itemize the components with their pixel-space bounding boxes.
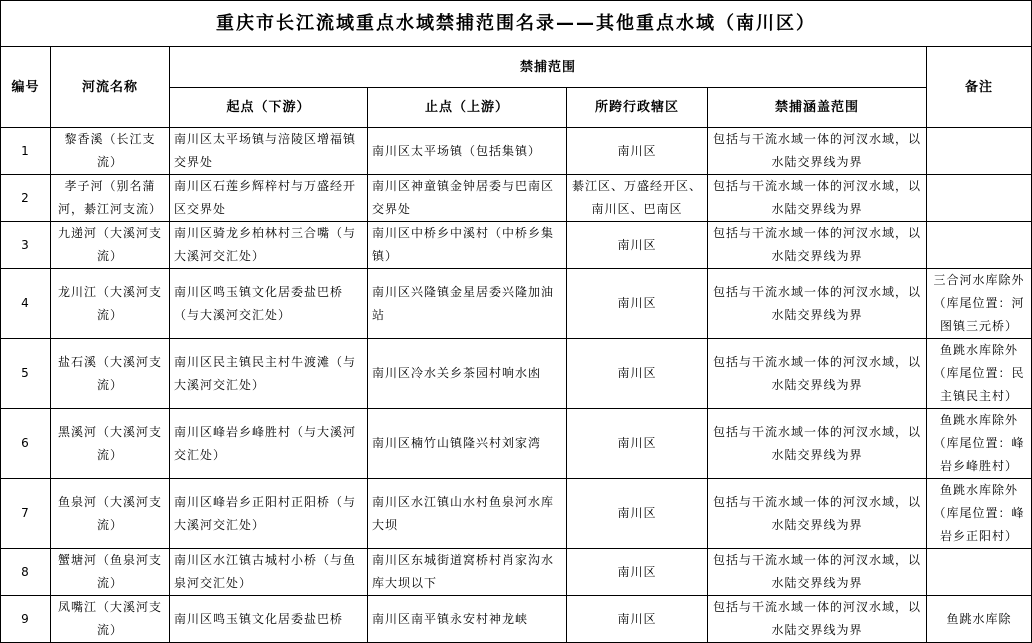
cell-end: 南川区兴隆镇金星居委兴隆加油站 [368,269,567,339]
cell-river: 黑溪河（大溪河支流） [51,409,170,479]
cell-start: 南川区鸣玉镇文化居委盐巴桥（与大溪河交汇处） [170,269,368,339]
cell-river: 蟹塘河（鱼泉河支流） [51,549,170,596]
cell-coverage: 包括与干流水域一体的河汊水域，以水陆交界线为界 [708,549,927,596]
cell-start: 南川区民主镇民主村牛渡滩（与大溪河交汇处） [170,339,368,409]
header-district: 所跨行政辖区 [567,88,708,128]
header-start: 起点（下游） [170,88,368,128]
cell-end: 南川区楠竹山镇隆兴村刘家湾 [368,409,567,479]
cell-coverage: 包括与干流水域一体的河汊水域，以水陆交界线为界 [708,479,927,549]
cell-river: 盐石溪（大溪河支流） [51,339,170,409]
cell-remark: 鱼跳水库除外（库尾位置：民主镇民主村） [927,339,1032,409]
cell-no: 9 [1,596,51,643]
cell-coverage: 包括与干流水域一体的河汊水域，以水陆交界线为界 [708,175,927,222]
cell-district: 南川区 [567,128,708,175]
cell-river: 九递河（大溪河支流） [51,222,170,269]
cell-river: 黎香溪（长江支流） [51,128,170,175]
cell-no: 1 [1,128,51,175]
cell-start: 南川区太平场镇与涪陵区增福镇交界处 [170,128,368,175]
cell-remark: 鱼跳水库除外（库尾位置：峰岩乡峰胜村） [927,409,1032,479]
cell-remark [927,549,1032,596]
cell-start: 南川区峰岩乡峰胜村（与大溪河交汇处） [170,409,368,479]
cell-district: 南川区 [567,479,708,549]
cell-no: 4 [1,269,51,339]
header-scope: 禁捕范围 [170,47,927,88]
cell-start: 南川区鸣玉镇文化居委盐巴桥 [170,596,368,643]
cell-river: 凤嘴江（大溪河支流） [51,596,170,643]
header-river: 河流名称 [51,47,170,128]
cell-remark: 三合河水库除外（库尾位置：河图镇三元桥） [927,269,1032,339]
cell-district: 綦江区、万盛经开区、南川区、巴南区 [567,175,708,222]
cell-start: 南川区峰岩乡正阳村正阳桥（与大溪河交汇处） [170,479,368,549]
cell-start: 南川区骑龙乡柏林村三合嘴（与大溪河交汇处） [170,222,368,269]
cell-coverage: 包括与干流水域一体的河汊水域，以水陆交界线为界 [708,596,927,643]
cell-river: 龙川江（大溪河支流） [51,269,170,339]
table-title: 重庆市长江流域重点水域禁捕范围名录——其他重点水域（南川区） [1,1,1032,47]
cell-no: 7 [1,479,51,549]
cell-remark [927,175,1032,222]
table-row [1,222,1032,269]
table-row [1,339,1032,409]
cell-district: 南川区 [567,339,708,409]
cell-start: 南川区水江镇古城村小桥（与鱼泉河交汇处） [170,549,368,596]
cell-no: 2 [1,175,51,222]
cell-district: 南川区 [567,596,708,643]
cell-district: 南川区 [567,549,708,596]
table-row [1,175,1032,222]
cell-remark [927,222,1032,269]
header-end: 止点（上游） [368,88,567,128]
cell-river: 孝子河（别名蒲河，綦江河支流） [51,175,170,222]
cell-coverage: 包括与干流水域一体的河汊水域，以水陆交界线为界 [708,409,927,479]
cell-coverage: 包括与干流水域一体的河汊水域，以水陆交界线为界 [708,128,927,175]
header-no: 编号 [1,47,51,128]
cell-no: 8 [1,549,51,596]
cell-remark: 鱼跳水库除外（库尾位置：峰岩乡正阳村） [927,479,1032,549]
cell-district: 南川区 [567,269,708,339]
cell-end: 南川区神童镇金钟居委与巴南区交界处 [368,175,567,222]
cell-end: 南川区东城街道窝桥村肖家沟水库大坝以下 [368,549,567,596]
cell-end: 南川区水江镇山水村鱼泉河水库大坝 [368,479,567,549]
table-row [1,549,1032,596]
cell-end: 南川区太平场镇（包括集镇） [368,128,567,175]
cell-coverage: 包括与干流水域一体的河汊水域，以水陆交界线为界 [708,269,927,339]
cell-remark: 鱼跳水库除 [927,596,1032,643]
table-row [1,596,1032,643]
header-coverage: 禁捕涵盖范围 [708,88,927,128]
table-row [1,269,1032,339]
cell-remark [927,128,1032,175]
cell-district: 南川区 [567,222,708,269]
table-row [1,128,1032,175]
cell-end: 南川区南平镇永安村神龙峡 [368,596,567,643]
header-remark: 备注 [927,47,1032,128]
cell-end: 南川区中桥乡中溪村（中桥乡集镇） [368,222,567,269]
cell-end: 南川区冷水关乡茶园村响水凼 [368,339,567,409]
cell-coverage: 包括与干流水域一体的河汊水域，以水陆交界线为界 [708,339,927,409]
cell-start: 南川区石莲乡辉梓村与万盛经开区交界处 [170,175,368,222]
cell-coverage: 包括与干流水域一体的河汊水域，以水陆交界线为界 [708,222,927,269]
cell-no: 6 [1,409,51,479]
table-row [1,479,1032,549]
cell-no: 3 [1,222,51,269]
cell-river: 鱼泉河（大溪河支流） [51,479,170,549]
cell-district: 南川区 [567,409,708,479]
cell-no: 5 [1,339,51,409]
table-row [1,409,1032,479]
